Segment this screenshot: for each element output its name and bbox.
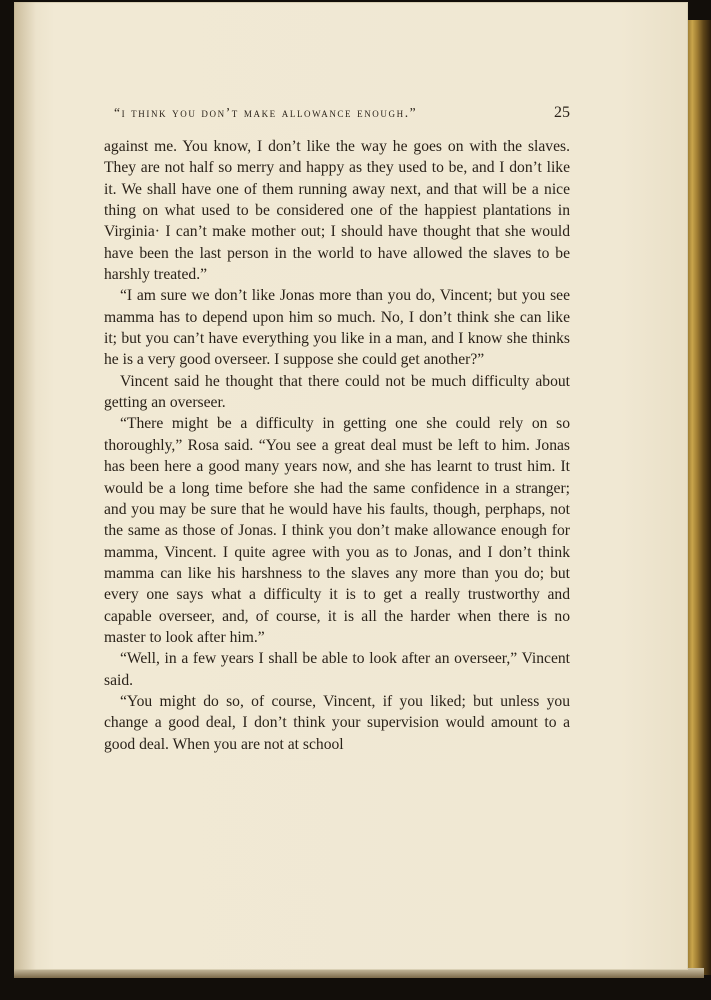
paragraph: against me. You know, I don’t like the way he goes on with the slaves. They are not half so merry and happy as they used to be, and I don’t like it. We shall have one of them running away next, and that will be a nice thing on what used to be considered one of the happiest plantations in Virginia· I can’t make mother out; I should have thought that she would have been the last person in the world to have allowed the slaves to be harshly treated.” xyxy=(104,138,570,284)
book-binding xyxy=(686,20,711,975)
running-title: “i think you don’t make allowance enough.” xyxy=(114,105,418,120)
paragraph: “There might be a difficulty in getting one she could rely on so thoroughly,” Rosa said. “You see a great deal must be left to him. Jonas has been here a good many years now, and she has learnt to trust him. It would be a long time before she had the same confidence in a stranger; and you may be sure that he would have his faults, though, perphaps, not the same as those of Jonas. I think you don’t make allowance enough for mamma, Vincent. I quite agree with you as to Jonas, and I don’t think mamma can like his harshness to the slaves any more than you do; but every one says what a difficulty it is to get a really trustworthy and capable overseer, and, of course, it is all the harder when there is no master to look after him.” xyxy=(104,415,570,646)
body-text xyxy=(104,136,570,755)
paragraph: Vincent said he thought that there could not be much difficulty about getting an overseer. xyxy=(104,372,570,412)
page-content xyxy=(104,104,570,755)
page-number: 25 xyxy=(554,104,570,121)
running-head xyxy=(114,104,570,122)
paragraph: “You might do so, of course, Vincent, if you liked; but unless you change a good deal, I don’t think your supervision would amount to a good deal. When you are not at school xyxy=(104,692,570,753)
paragraph: “Well, in a few years I shall be able to look after an overseer,” Vincent said. xyxy=(104,650,570,689)
paragraph: “I am sure we don’t like Jonas more than you do, Vincent; but you see mamma has to depend upon him so much. No, I don’t think she can like it; but you can’t have everything you like in a man, and I know she thinks he is a very good overseer. I suppose she could get another?” xyxy=(104,287,570,369)
gutter-shadow xyxy=(14,2,36,970)
